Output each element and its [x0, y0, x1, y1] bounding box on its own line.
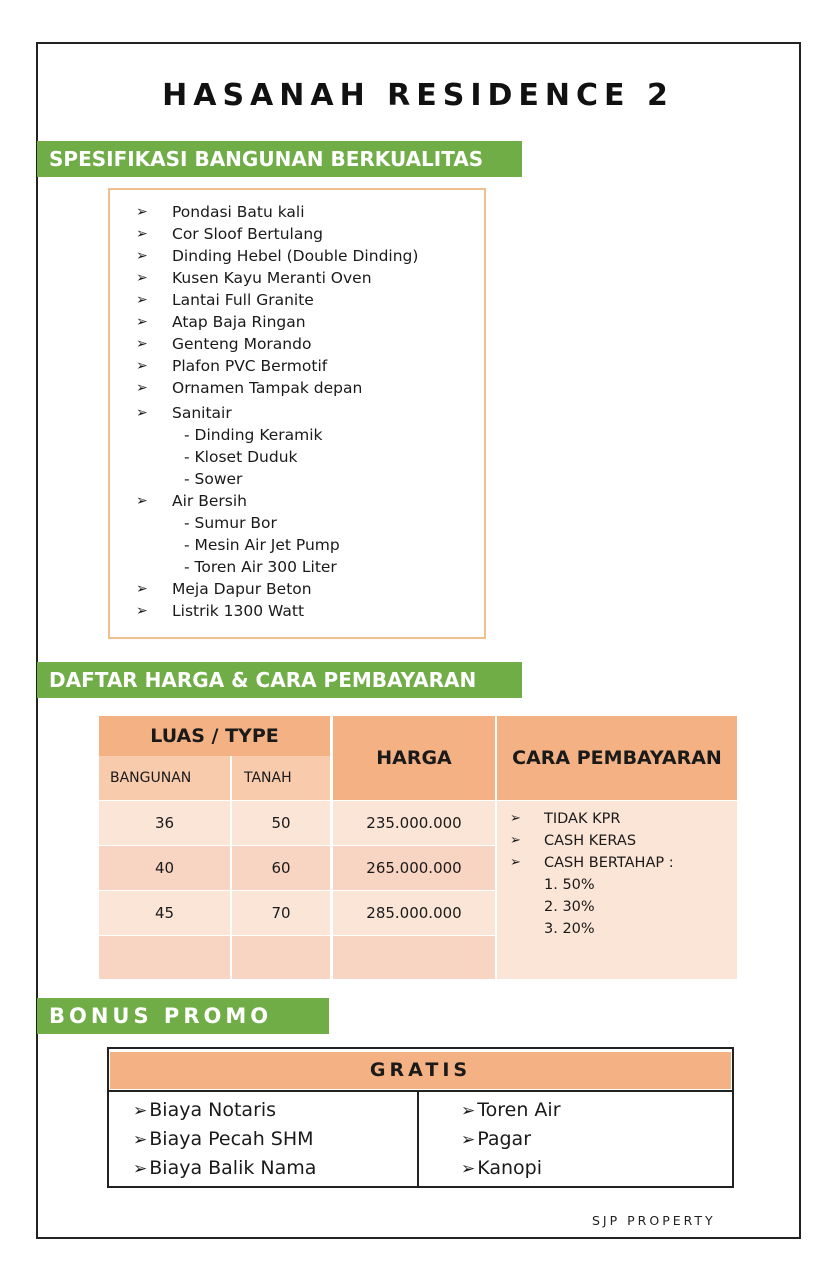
table-cell-bangunan: 36: [99, 801, 230, 845]
spec-subitem: [136, 424, 481, 446]
table-cell-tanah: 50: [232, 801, 330, 845]
bonus-item: [461, 1154, 561, 1183]
table-cell-harga: 235.000.000: [333, 801, 495, 845]
spec-item-label: - Sower: [184, 470, 243, 488]
spec-subitem: [136, 446, 481, 468]
bonus-column-divider: [417, 1091, 419, 1187]
bonus-list-right: [461, 1096, 561, 1183]
arrow-bullet-icon: ➢: [136, 603, 148, 619]
arrow-bullet-icon: ➢: [510, 833, 521, 848]
table-cell-harga: 285.000.000: [333, 891, 495, 935]
bonus-item-label: Biaya Notaris: [149, 1099, 277, 1121]
spec-item-label: Sanitair: [172, 404, 232, 422]
payment-label: 3. 20%: [544, 921, 595, 937]
bonus-heading: BONUS PROMO: [37, 998, 329, 1034]
spec-item: [136, 377, 481, 399]
arrow-bullet-icon: ➢: [133, 1101, 148, 1121]
table-cell-tanah: 60: [232, 846, 330, 890]
arrow-bullet-icon: ➢: [461, 1159, 476, 1179]
payment-label: CASH BERTAHAP :: [544, 855, 674, 871]
bonus-item: [461, 1125, 561, 1154]
bonus-item: [461, 1096, 561, 1125]
spec-item-label: Lantai Full Granite: [172, 291, 314, 309]
bonus-list-left: [133, 1096, 316, 1183]
bonus-item-label: Biaya Pecah SHM: [149, 1128, 314, 1150]
spec-item-label: - Sumur Bor: [184, 514, 277, 532]
arrow-bullet-icon: ➢: [136, 493, 148, 509]
table-cell-empty: [99, 936, 230, 979]
arrow-bullet-icon: ➢: [461, 1130, 476, 1150]
col-cara-header: CARA PEMBAYARAN: [497, 716, 737, 800]
bonus-item: [133, 1096, 316, 1125]
bonus-item: [133, 1125, 316, 1154]
arrow-bullet-icon: ➢: [136, 248, 148, 264]
table-cell-bangunan: 45: [99, 891, 230, 935]
arrow-bullet-icon: ➢: [133, 1159, 148, 1179]
col-harga-header: HARGA: [333, 716, 495, 800]
spec-subitem: [136, 468, 481, 490]
bonus-item-label: Pagar: [477, 1128, 532, 1150]
gratis-header: GRATIS: [110, 1052, 731, 1089]
spec-item: [136, 267, 481, 289]
spec-heading: SPESIFIKASI BANGUNAN BERKUALITAS: [37, 141, 522, 177]
col-luas-header: LUAS / TYPE: [99, 716, 330, 756]
spec-item-label: Ornamen Tampak depan: [172, 379, 363, 397]
spec-item-label: Atap Baja Ringan: [172, 313, 306, 331]
payment-label: 2. 30%: [544, 899, 595, 915]
spec-item-label: Kusen Kayu Meranti Oven: [172, 269, 372, 287]
footer-brand: SJP PROPERTY: [592, 1213, 716, 1228]
table-cell-empty: [333, 936, 495, 979]
spec-item: [136, 289, 481, 311]
arrow-bullet-icon: ➢: [136, 336, 148, 352]
page-title: HASANAH RESIDENCE 2: [162, 78, 674, 113]
arrow-bullet-icon: ➢: [136, 270, 148, 286]
spec-item-label: Air Bersih: [172, 492, 247, 510]
table-cell-tanah: 70: [232, 891, 330, 935]
spec-item: [136, 245, 481, 267]
spec-item-label: Pondasi Batu kali: [172, 203, 305, 221]
spec-item: [136, 578, 481, 600]
spec-list: [136, 201, 481, 622]
spec-item-label: Meja Dapur Beton: [172, 580, 312, 598]
table-cell-empty: [232, 936, 330, 979]
spec-item: [136, 355, 481, 377]
spec-item-label: Listrik 1300 Watt: [172, 602, 305, 620]
price-heading: DAFTAR HARGA & CARA PEMBAYARAN: [37, 662, 522, 698]
spec-item: [136, 600, 481, 622]
col-bangunan-header: BANGUNAN: [99, 756, 230, 800]
bonus-item-label: Toren Air: [477, 1099, 561, 1121]
arrow-bullet-icon: ➢: [510, 811, 521, 826]
arrow-bullet-icon: ➢: [136, 226, 148, 242]
arrow-bullet-icon: ➢: [136, 380, 148, 396]
spec-item: [136, 333, 481, 355]
payment-label: TIDAK KPR: [544, 811, 621, 827]
spec-subitem: [136, 512, 481, 534]
spec-item-label: Plafon PVC Bermotif: [172, 357, 328, 375]
spec-subitem: [136, 534, 481, 556]
arrow-bullet-icon: ➢: [136, 358, 148, 374]
arrow-bullet-icon: ➢: [136, 314, 148, 330]
table-cell-bangunan: 40: [99, 846, 230, 890]
spec-item-label: - Dinding Keramik: [184, 426, 323, 444]
arrow-bullet-icon: ➢: [510, 855, 521, 870]
arrow-bullet-icon: ➢: [136, 405, 148, 421]
bonus-divider: [108, 1090, 733, 1092]
spec-item: [136, 402, 481, 424]
table-cell-harga: 265.000.000: [333, 846, 495, 890]
spec-item-label: - Toren Air 300 Liter: [184, 558, 337, 576]
spec-item: [136, 201, 481, 223]
bonus-item-label: Kanopi: [477, 1157, 543, 1179]
arrow-bullet-icon: ➢: [136, 581, 148, 597]
col-tanah-header: TANAH: [232, 756, 330, 800]
spec-item-label: Cor Sloof Bertulang: [172, 225, 324, 243]
spec-item: [136, 490, 481, 512]
arrow-bullet-icon: ➢: [136, 204, 148, 220]
spec-item: [136, 223, 481, 245]
payment-label: CASH KERAS: [544, 833, 637, 849]
spec-item: [136, 311, 481, 333]
spec-item-label: Dinding Hebel (Double Dinding): [172, 247, 419, 265]
spec-subitem: [136, 556, 481, 578]
spec-item-label: - Kloset Duduk: [184, 448, 298, 466]
payment-label: 1. 50%: [544, 877, 595, 893]
bonus-item-label: Biaya Balik Nama: [149, 1157, 317, 1179]
spec-item-label: Genteng Morando: [172, 335, 312, 353]
arrow-bullet-icon: ➢: [133, 1130, 148, 1150]
bonus-item: [133, 1154, 316, 1183]
spec-item-label: - Mesin Air Jet Pump: [184, 536, 340, 554]
arrow-bullet-icon: ➢: [136, 292, 148, 308]
arrow-bullet-icon: ➢: [461, 1101, 476, 1121]
